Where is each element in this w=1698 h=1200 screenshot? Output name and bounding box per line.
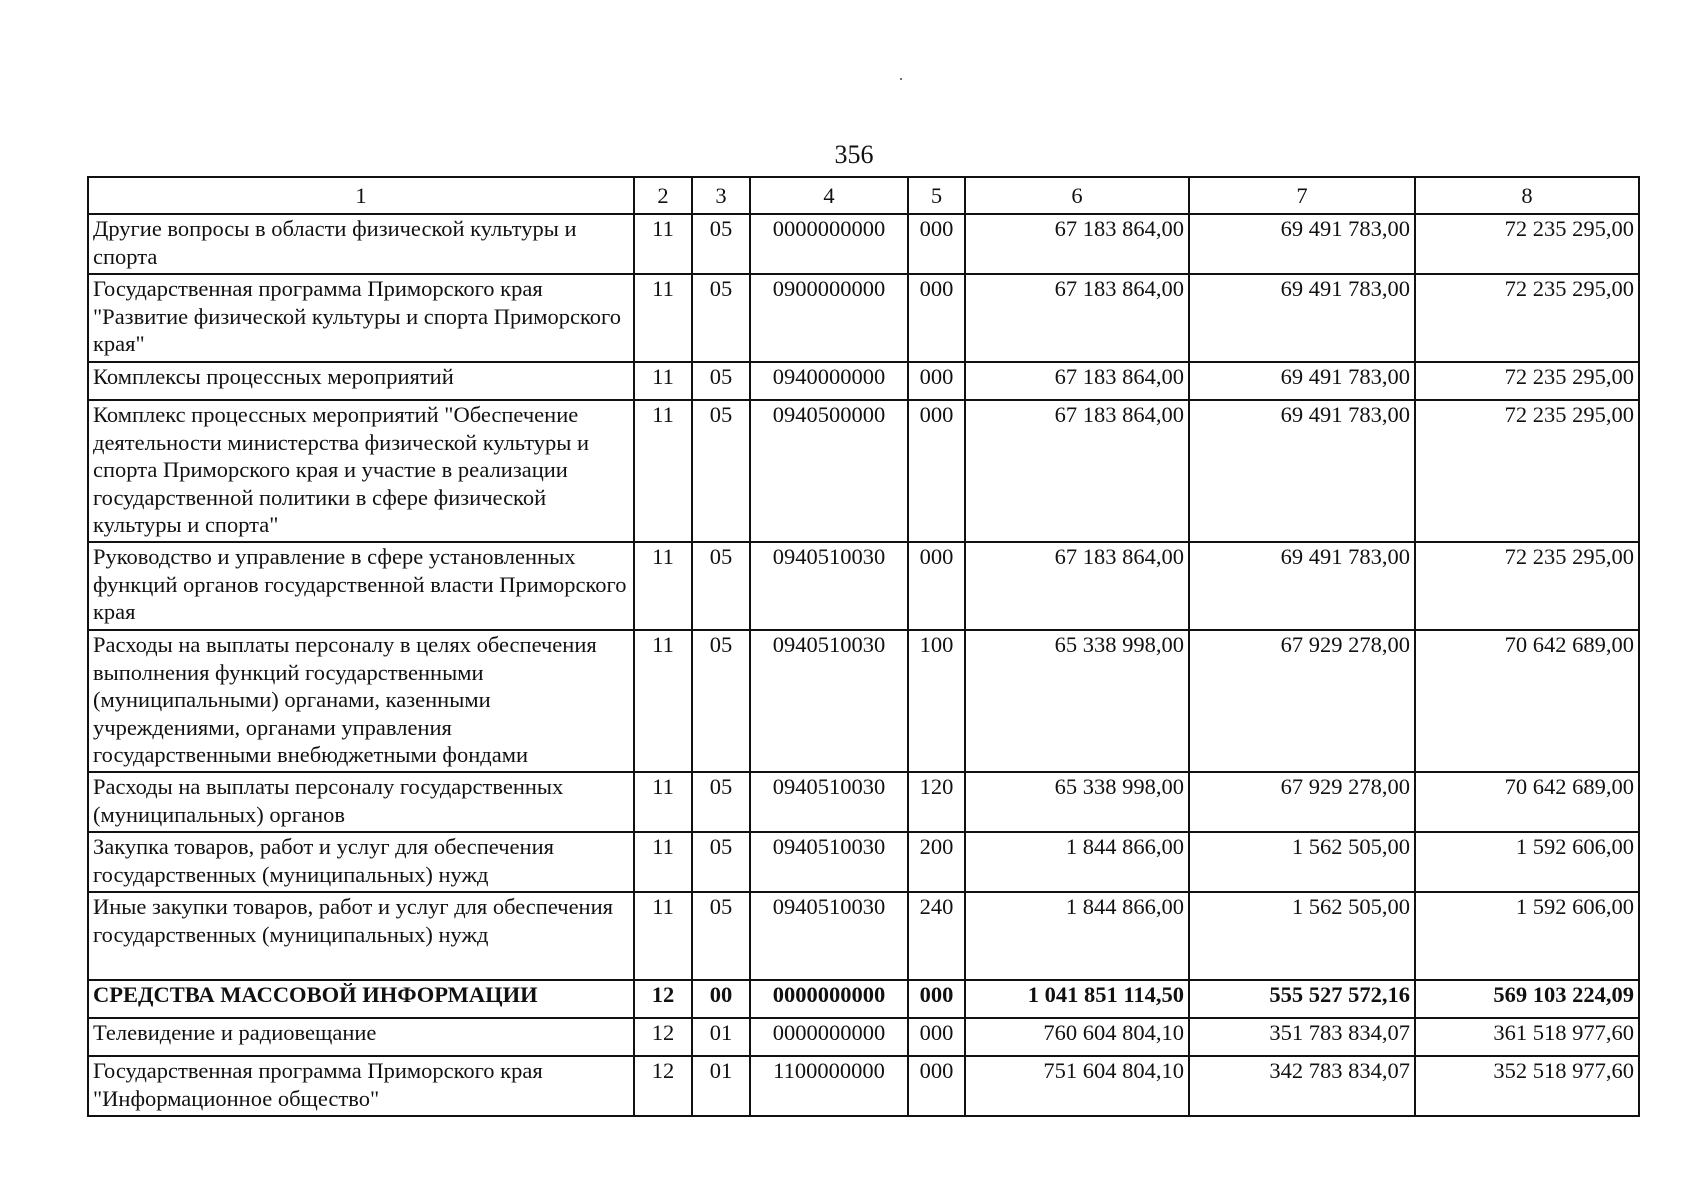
page-number: 356 bbox=[834, 140, 874, 169]
row-name: Расходы на выплаты персоналу государственных (муниципальных) органов bbox=[88, 772, 634, 832]
column-header: 5 bbox=[908, 177, 965, 214]
column-header: 2 bbox=[634, 177, 692, 214]
subsection-code: 05 bbox=[692, 274, 750, 362]
row-name: Руководство и управление в сфере установленных функций органов государственной власти Приморского края bbox=[88, 542, 634, 630]
expense-type-code: 120 bbox=[908, 772, 965, 832]
row-name: Иные закупки товаров, работ и услуг для обеспечения государственных (муниципальных) нужд bbox=[88, 892, 634, 980]
amount-col7: 67 929 278,00 bbox=[1189, 772, 1415, 832]
subsection-code: 05 bbox=[692, 214, 750, 274]
amount-col6: 67 183 864,00 bbox=[965, 542, 1189, 630]
amount-col8: 1 592 606,00 bbox=[1415, 892, 1639, 980]
budget-table bbox=[87, 176, 1640, 1117]
subsection-code: 05 bbox=[692, 400, 750, 542]
table-row bbox=[88, 630, 1639, 772]
subsection-code: 05 bbox=[692, 542, 750, 630]
target-article-code: 0940510030 bbox=[750, 542, 908, 630]
amount-col8: 569 103 224,09 bbox=[1415, 980, 1639, 1018]
expense-type-code: 000 bbox=[908, 400, 965, 542]
table-row bbox=[88, 1056, 1639, 1116]
row-name: СРЕДСТВА МАССОВОЙ ИНФОРМАЦИИ bbox=[88, 980, 634, 1018]
amount-col6: 65 338 998,00 bbox=[965, 772, 1189, 832]
table-row bbox=[88, 274, 1639, 362]
amount-col6: 1 844 866,00 bbox=[965, 832, 1189, 892]
expense-type-code: 240 bbox=[908, 892, 965, 980]
row-name: Комплексы процессных мероприятий bbox=[88, 362, 634, 400]
row-name: Закупка товаров, работ и услуг для обеспечения государственных (муниципальных) нужд bbox=[88, 832, 634, 892]
target-article-code: 0940510030 bbox=[750, 772, 908, 832]
scan-speck bbox=[900, 78, 902, 80]
row-name: Государственная программа Приморского края "Информационное общество" bbox=[88, 1056, 634, 1116]
subsection-code: 00 bbox=[692, 980, 750, 1018]
amount-col7: 351 783 834,07 bbox=[1189, 1018, 1415, 1056]
subsection-code: 05 bbox=[692, 362, 750, 400]
table-row bbox=[88, 1018, 1639, 1056]
amount-col6: 760 604 804,10 bbox=[965, 1018, 1189, 1056]
section-code: 11 bbox=[634, 772, 692, 832]
section-code: 12 bbox=[634, 1056, 692, 1116]
expense-type-code: 200 bbox=[908, 832, 965, 892]
amount-col7: 69 491 783,00 bbox=[1189, 362, 1415, 400]
target-article-code: 0940510030 bbox=[750, 630, 908, 772]
amount-col6: 67 183 864,00 bbox=[965, 362, 1189, 400]
target-article-code: 0940500000 bbox=[750, 400, 908, 542]
amount-col6: 65 338 998,00 bbox=[965, 630, 1189, 772]
row-name: Другие вопросы в области физической культуры и спорта bbox=[88, 214, 634, 274]
table-row bbox=[88, 400, 1639, 542]
table-row bbox=[88, 832, 1639, 892]
subsection-code: 05 bbox=[692, 630, 750, 772]
table-row bbox=[88, 214, 1639, 274]
amount-col8: 72 235 295,00 bbox=[1415, 400, 1639, 542]
expense-type-code: 000 bbox=[908, 1056, 965, 1116]
expense-type-code: 000 bbox=[908, 274, 965, 362]
amount-col8: 1 592 606,00 bbox=[1415, 832, 1639, 892]
amount-col7: 67 929 278,00 bbox=[1189, 630, 1415, 772]
amount-col8: 352 518 977,60 bbox=[1415, 1056, 1639, 1116]
amount-col8: 72 235 295,00 bbox=[1415, 542, 1639, 630]
column-header: 8 bbox=[1415, 177, 1639, 214]
section-code: 11 bbox=[634, 892, 692, 980]
target-article-code: 0000000000 bbox=[750, 214, 908, 274]
target-article-code: 0940510030 bbox=[750, 892, 908, 980]
amount-col8: 70 642 689,00 bbox=[1415, 772, 1639, 832]
amount-col7: 1 562 505,00 bbox=[1189, 832, 1415, 892]
column-header: 7 bbox=[1189, 177, 1415, 214]
table-row-section-total bbox=[88, 980, 1639, 1018]
expense-type-code: 000 bbox=[908, 1018, 965, 1056]
subsection-code: 01 bbox=[692, 1056, 750, 1116]
column-header: 4 bbox=[750, 177, 908, 214]
table-row bbox=[88, 892, 1639, 980]
target-article-code: 0940000000 bbox=[750, 362, 908, 400]
subsection-code: 05 bbox=[692, 892, 750, 980]
section-code: 11 bbox=[634, 400, 692, 542]
amount-col6: 1 041 851 114,50 bbox=[965, 980, 1189, 1018]
subsection-code: 05 bbox=[692, 772, 750, 832]
table-row bbox=[88, 772, 1639, 832]
amount-col8: 72 235 295,00 bbox=[1415, 362, 1639, 400]
subsection-code: 01 bbox=[692, 1018, 750, 1056]
amount-col8: 72 235 295,00 bbox=[1415, 214, 1639, 274]
amount-col7: 555 527 572,16 bbox=[1189, 980, 1415, 1018]
target-article-code: 0000000000 bbox=[750, 980, 908, 1018]
amount-col7: 69 491 783,00 bbox=[1189, 274, 1415, 362]
row-name: Расходы на выплаты персоналу в целях обеспечения выполнения функций государственными (муниципальными) органами, казенными учреждениями, органами управления государственными внебюджетными фондами bbox=[88, 630, 634, 772]
target-article-code: 0900000000 bbox=[750, 274, 908, 362]
amount-col7: 69 491 783,00 bbox=[1189, 542, 1415, 630]
amount-col7: 342 783 834,07 bbox=[1189, 1056, 1415, 1116]
target-article-code: 0940510030 bbox=[750, 832, 908, 892]
column-header: 1 bbox=[88, 177, 634, 214]
table-row bbox=[88, 362, 1639, 400]
amount-col6: 67 183 864,00 bbox=[965, 214, 1189, 274]
subsection-code: 05 bbox=[692, 832, 750, 892]
table-header-row bbox=[88, 177, 1639, 214]
section-code: 11 bbox=[634, 630, 692, 772]
amount-col7: 69 491 783,00 bbox=[1189, 214, 1415, 274]
amount-col7: 1 562 505,00 bbox=[1189, 892, 1415, 980]
amount-col8: 70 642 689,00 bbox=[1415, 630, 1639, 772]
section-code: 11 bbox=[634, 362, 692, 400]
expense-type-code: 000 bbox=[908, 362, 965, 400]
section-code: 12 bbox=[634, 1018, 692, 1056]
amount-col6: 751 604 804,10 bbox=[965, 1056, 1189, 1116]
column-header: 3 bbox=[692, 177, 750, 214]
section-code: 11 bbox=[634, 274, 692, 362]
expense-type-code: 000 bbox=[908, 214, 965, 274]
section-code: 11 bbox=[634, 542, 692, 630]
target-article-code: 1100000000 bbox=[750, 1056, 908, 1116]
amount-col7: 69 491 783,00 bbox=[1189, 400, 1415, 542]
column-header: 6 bbox=[965, 177, 1189, 214]
row-name: Государственная программа Приморского края "Развитие физической культуры и спорта Приморского края" bbox=[88, 274, 634, 362]
amount-col6: 1 844 866,00 bbox=[965, 892, 1189, 980]
expense-type-code: 000 bbox=[908, 542, 965, 630]
expense-type-code: 000 bbox=[908, 980, 965, 1018]
section-code: 11 bbox=[634, 214, 692, 274]
amount-col8: 361 518 977,60 bbox=[1415, 1018, 1639, 1056]
row-name: Комплекс процессных мероприятий "Обеспечение деятельности министерства физической культуры и спорта Приморского края и участие в реализации государственной политики в сфере физической культуры и спорта" bbox=[88, 400, 634, 542]
target-article-code: 0000000000 bbox=[750, 1018, 908, 1056]
table-row bbox=[88, 542, 1639, 630]
amount-col6: 67 183 864,00 bbox=[965, 274, 1189, 362]
expense-type-code: 100 bbox=[908, 630, 965, 772]
amount-col6: 67 183 864,00 bbox=[965, 400, 1189, 542]
row-name: Телевидение и радиовещание bbox=[88, 1018, 634, 1056]
amount-col8: 72 235 295,00 bbox=[1415, 274, 1639, 362]
section-code: 12 bbox=[634, 980, 692, 1018]
section-code: 11 bbox=[634, 832, 692, 892]
